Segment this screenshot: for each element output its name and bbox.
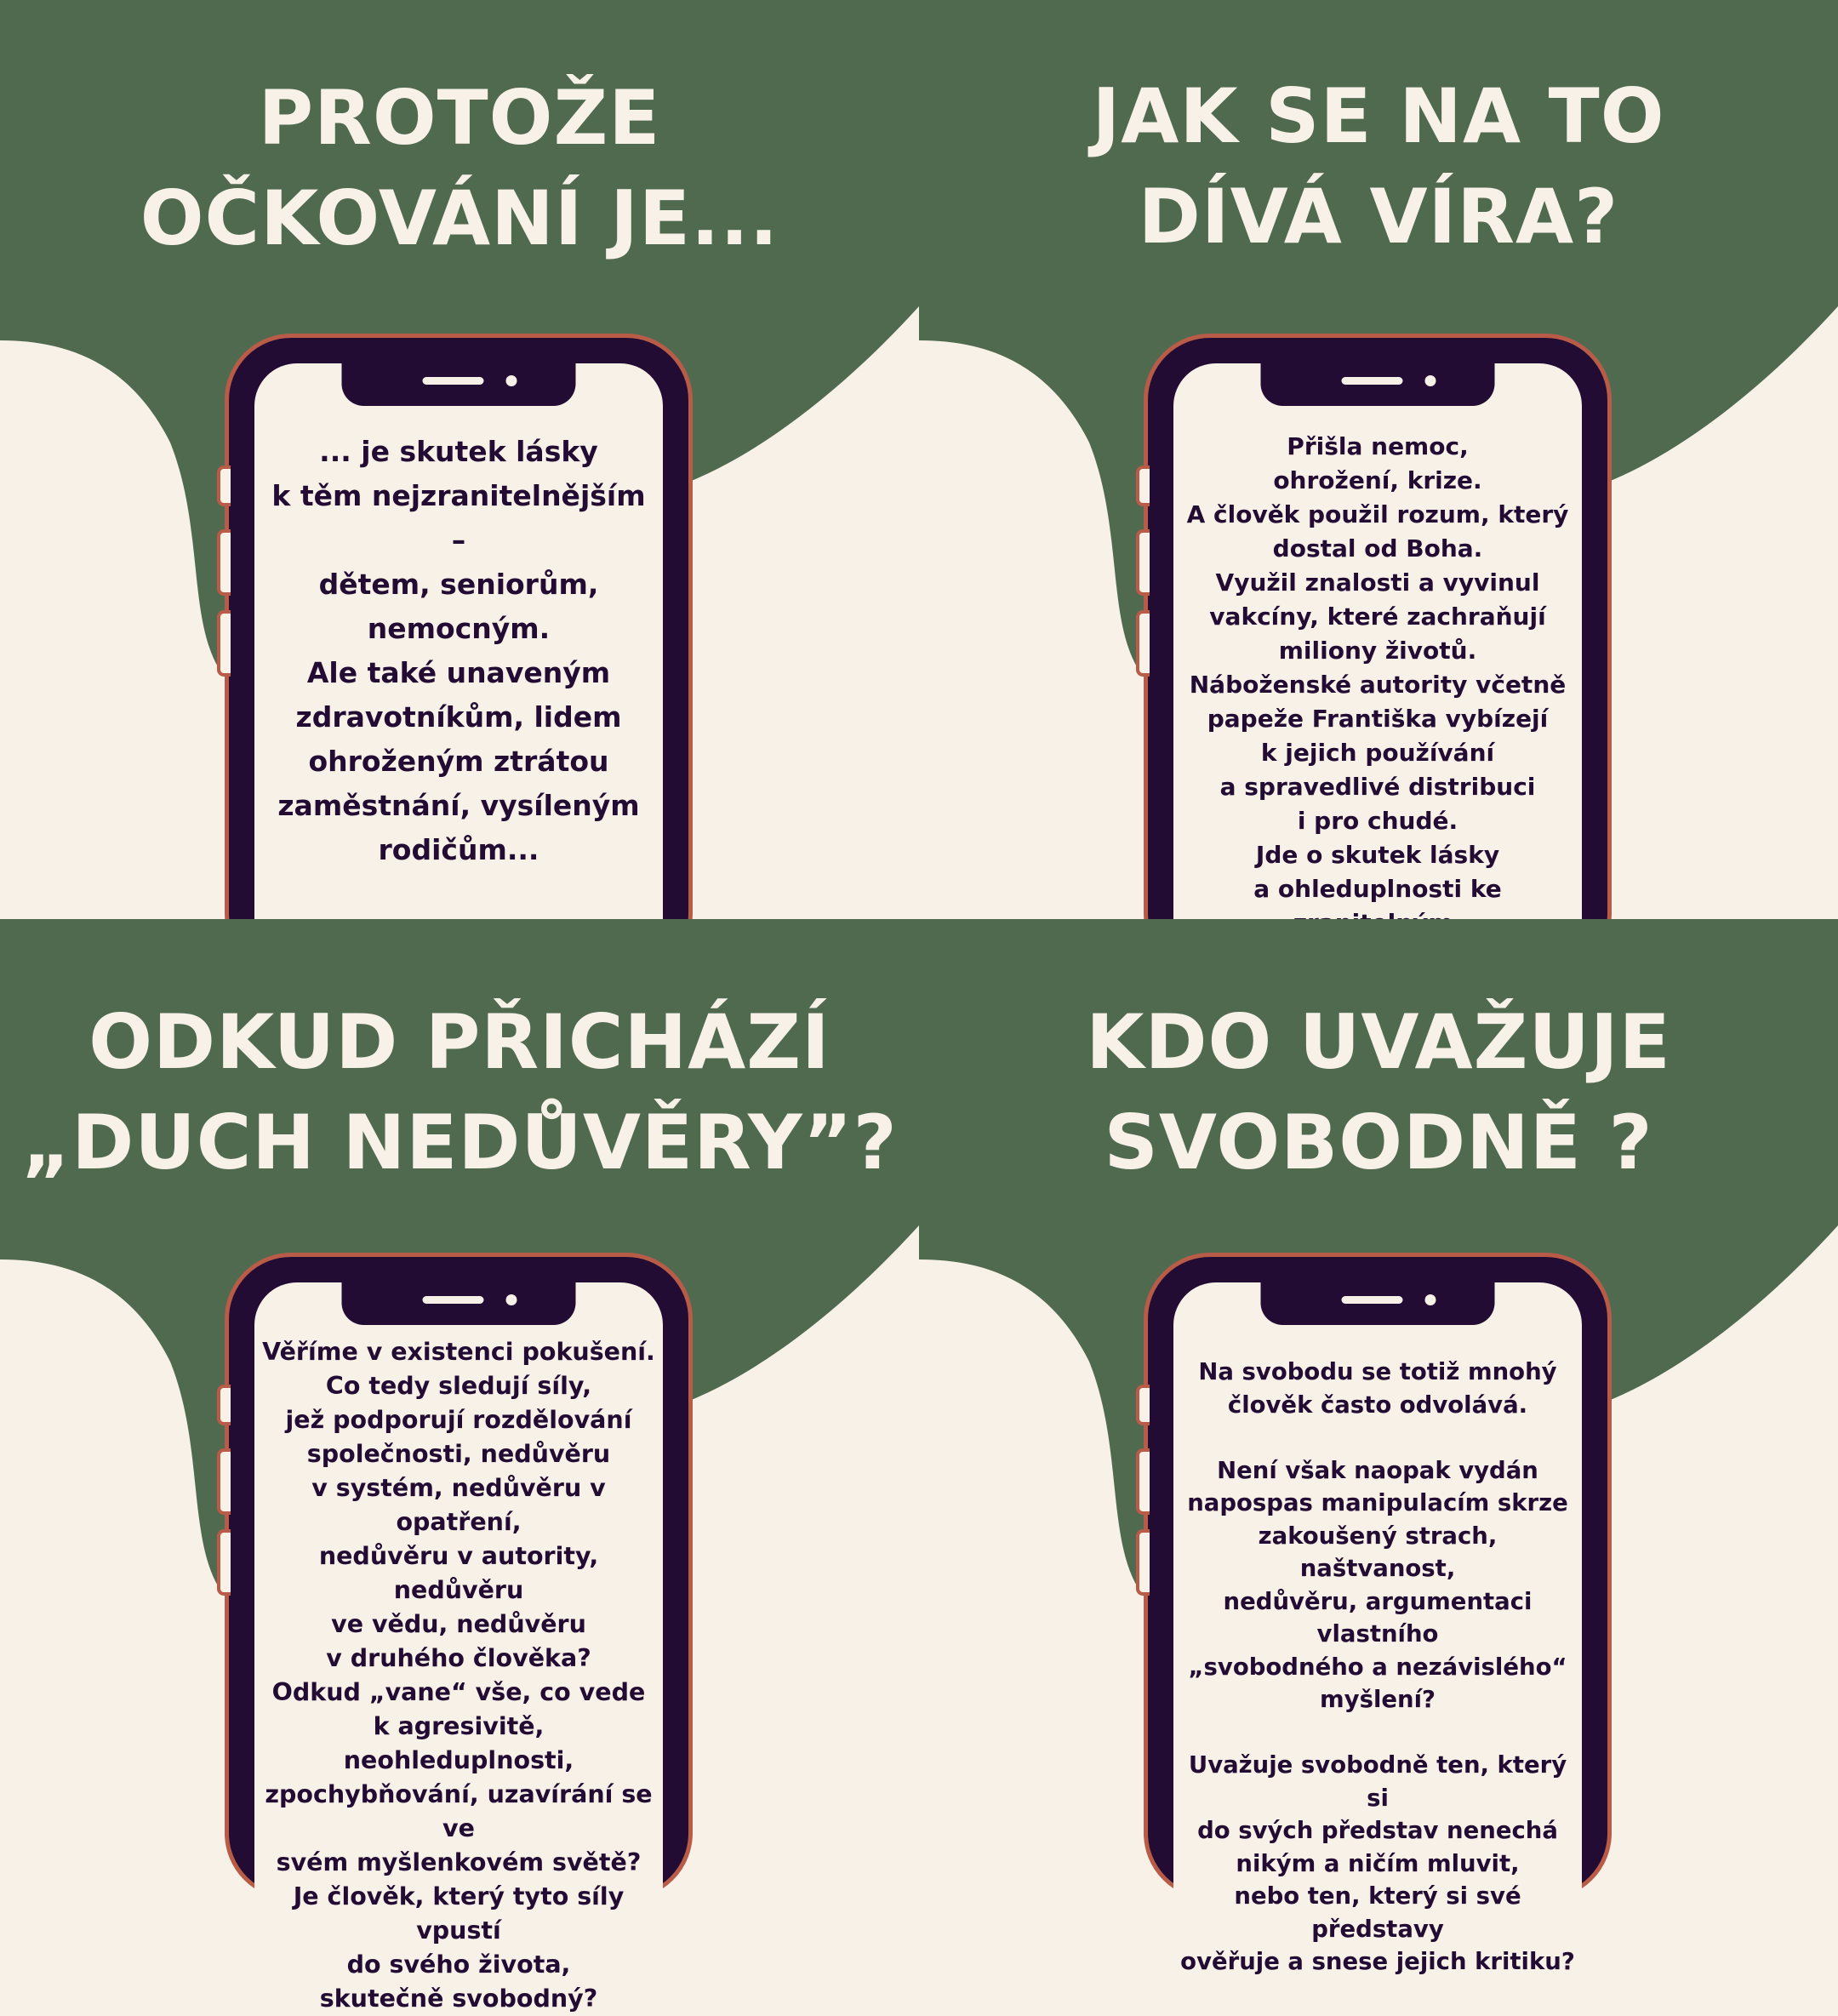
phone-notch xyxy=(342,362,576,406)
phone-side-button xyxy=(217,610,231,677)
phone-side-button xyxy=(1136,610,1150,677)
panel-who-thinks-freely xyxy=(919,919,1838,1975)
panel-faith-view xyxy=(919,0,1838,919)
camera-icon xyxy=(506,375,517,386)
phone-side-button xyxy=(217,1448,231,1515)
speaker-icon xyxy=(1342,377,1403,385)
phone-side-button xyxy=(217,529,231,596)
phone-side-button xyxy=(1136,465,1150,506)
phone-side-button xyxy=(217,465,231,506)
phone-frame xyxy=(1144,334,1612,980)
panel-body-text: Na svobodu se totiž mnohý člověk často odvolává. Není však naopak vydán napospas manipulacím skrze zakoušený strach, naštvanost, nedůvěru, argumentaci vlastního „svobodného a nezávislého“ myšlení? Uvažuje svobodně ten, který si do svých představ nenechá nikým a ničím mluvit, nebo ten, který si své představy ověřuje a snese jejich kritiku? xyxy=(1180,1358,1575,1975)
phone-side-button xyxy=(1136,1529,1150,1596)
phone-screen xyxy=(1173,1282,1582,1975)
phone-screen xyxy=(254,1282,663,2013)
camera-icon xyxy=(506,1294,517,1305)
phone-frame xyxy=(1144,1253,1612,1975)
panel-title: JAK SE NA TO DÍVÁ VÍRA? xyxy=(1092,72,1665,260)
panel-title: KDO UVAŽUJE SVOBODNĚ ? xyxy=(1086,998,1671,1186)
panel-title: PROTOŽE OČKOVÁNÍ JE... xyxy=(140,74,779,262)
phone-side-button xyxy=(217,1385,231,1425)
camera-icon xyxy=(1425,1294,1436,1305)
phone-side-button xyxy=(1136,1448,1150,1515)
speaker-icon xyxy=(423,1296,484,1304)
camera-icon xyxy=(1425,375,1436,386)
phone-side-button xyxy=(217,1529,231,1596)
panel-body-text: Věříme v existenci pokušení. Co tedy sledují síly, jež podporují rozdělování společnosti, nedůvěru v systém, nedůvěru v opatření, nedůvěru v autority, nedůvěru ve vědu, nedůvěru v druhého člověka? Odkud „vane“ vše, co vede k agresivitě, neohleduplnosti, zpochybňování, uzavírání se ve svém myšlenkovém světě? Je člověk, který tyto síly vpustí do svého života, skutečně svobodný? xyxy=(262,1338,655,2013)
phone-side-button xyxy=(1136,1385,1150,1425)
phone-side-button xyxy=(1136,529,1150,596)
panel-spirit-of-distrust xyxy=(0,919,919,2013)
panel-title: ODKUD PŘICHÁZÍ „DUCH NEDŮVĚRY”? xyxy=(21,998,898,1186)
panel-body-text: ... je skutek lásky k těm nejzranitelnějším – dětem, seniorům, nemocným. Ale také unaveným zdravotníkům, lidem ohroženým ztrátou zaměstnání, vysíleným rodičům... xyxy=(271,435,646,866)
speaker-icon xyxy=(423,377,484,385)
phone-frame xyxy=(225,334,693,980)
phone-screen xyxy=(254,363,663,993)
phone-frame xyxy=(225,1253,693,2013)
panel-vaccination-is xyxy=(0,0,919,919)
panel-body-text: Přišla nemoc, ohrožení, krize. A člověk použil rozum, který dostal od Boha. Využil znalosti a vyvinul vakcíny, které zachraňují miliony životů. Náboženské autority včetně papeže Františka vybízejí k jejich používání a spravedlivé distribuci i pro chudé. Jde o skutek lásky a ohleduplnosti ke xyxy=(1186,432,1569,903)
phone-notch xyxy=(1261,1281,1495,1325)
phone-notch xyxy=(1261,362,1495,406)
speaker-icon xyxy=(1342,1296,1403,1304)
phone-screen xyxy=(1173,363,1582,993)
phone-notch xyxy=(342,1281,576,1325)
